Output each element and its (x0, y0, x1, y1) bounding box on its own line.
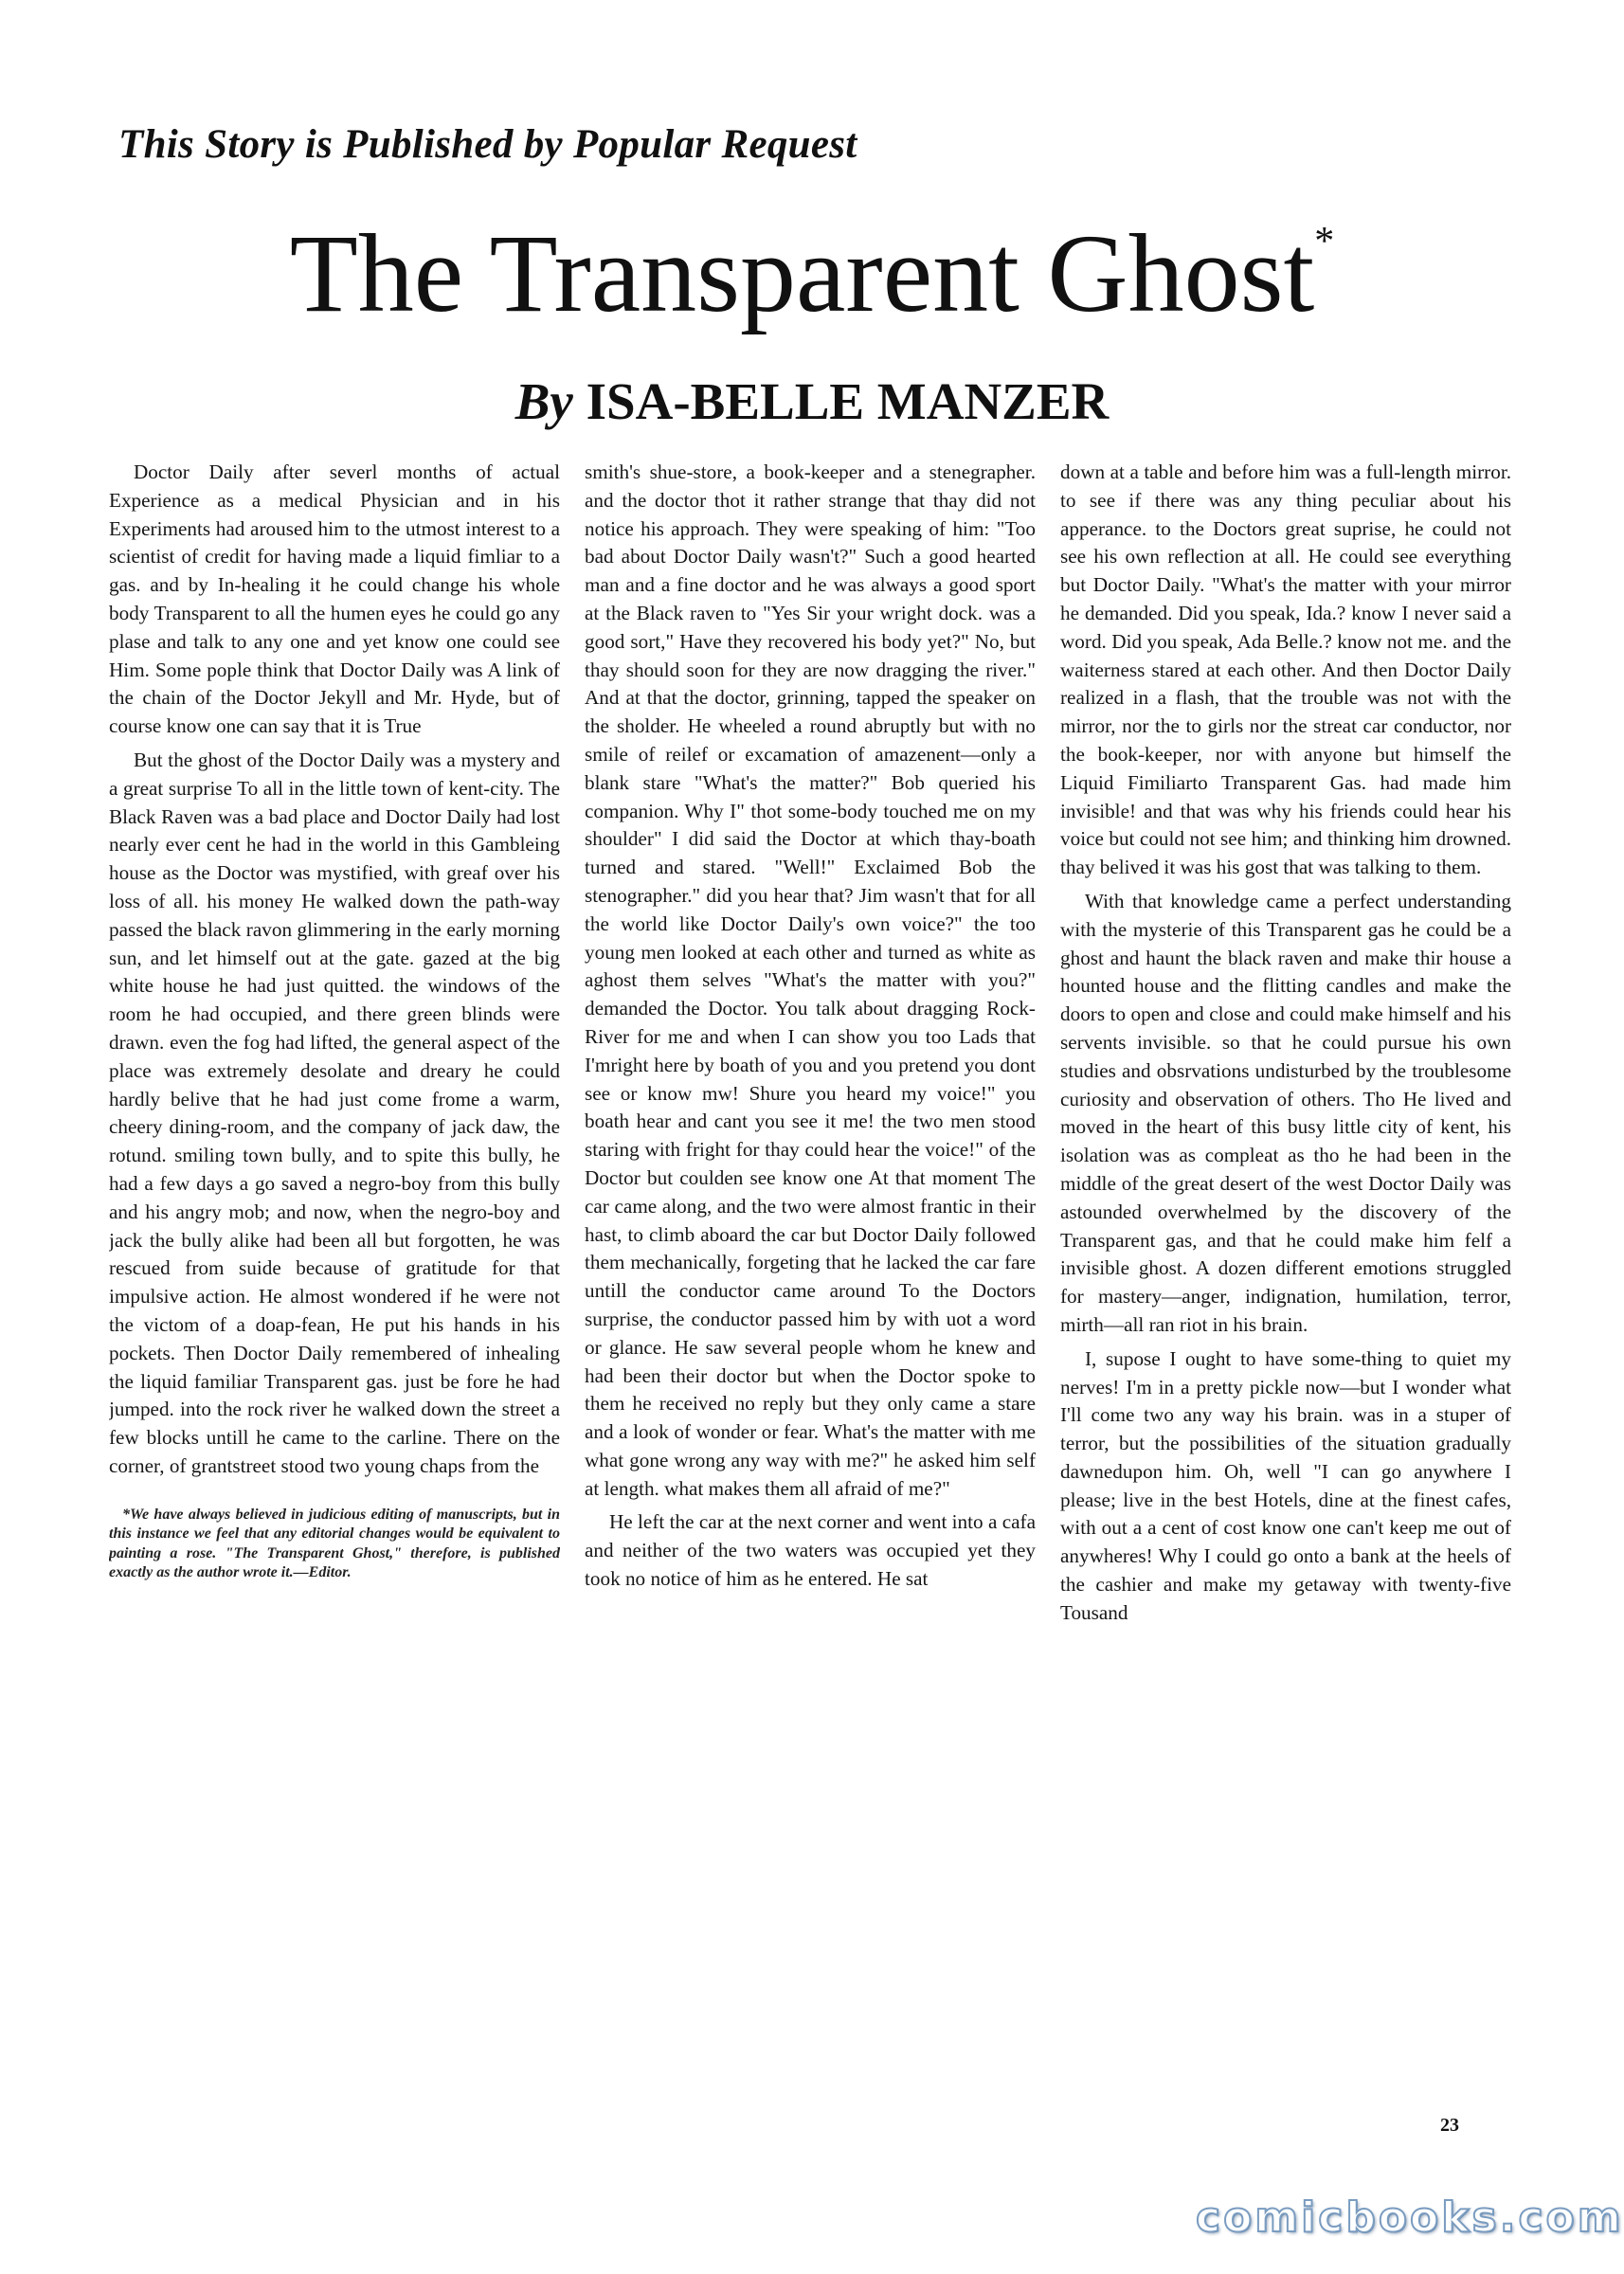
article-body (109, 459, 1511, 2112)
paragraph: I, supose I ought to have some-thing to quiet my nerves! I'm in a pretty pickle now—but I wonder what I'll come two any way his brain. was in a stuper of terror, but the possibilities of the situation gradually dawnedupon him. Oh, well "I can go anywhere I please; live in the best Hotels, dine at the finest cafes, with out a a cent of cost know one can't keep me out of anywheres! Why I could go onto a bank at the heels of the cashier and make my getaway with twenty-five Tousand (1060, 1346, 1511, 1624)
site-watermark: comicbooks.com (1196, 2193, 1624, 2242)
paragraph: But the ghost of the Doctor Daily was a mystery and a great surprise To all in the little town of kent-city. The Black Raven was a bad place and Doctor Daily had lost nearly ever cent he had in the world in this Gambleing house as the Doctor was mystified, with greaf over his loss of all. his money He walked down the path-way passed the black ravon glimmering in the early morning sun, and let himself out at the gate. gazed at the big white house he had just quitted. the windows of the room he had occupied, and there green blinds were drawn. even the fog had lifted, the general aspect of the place was extremely desolate and dreary he could hardly belive that he had just come frome a warm, cheery dining-room, and the company of jack daw, the rotund. smiling town bully, and to spite this bully, he had a few days a go saved a negro-boy from this bully and his angry mob; and now, when the negro-boy and jack the bully alike had been all but forgotten, he was rescued from suide because of gratitude for that impulsive action. He almost wondered if he were not the victom of a doap-fean, He put his hands in his pockets. Then Doctor Daily remembered of inhealing the liquid familiar Transparent gas. just be fore he had jumped. into the rock river he walked down the street a few blocks untill he came to the carline. There on the corner, of grantstreet stood two young chaps from the (109, 748, 560, 1477)
paragraph: down at a table and before him was a full-length mirror. to see if there was any thing peculiar about his apperance. to the Doctors great suprise, he could not see his own reflection at all. He could see everything but Doctor Daily. "What's the matter with your mirror he demanded. Did you speak, Ida.? know I never said a word. Did you speak, Ada Belle.? know not me. and the waiterness stared at each other. And then Doctor Daily realized in a flash, that the trouble was not with the mirror, nor the to girls nor the streat car conductor, nor the book-keeper, nor with anyone but himself the Liquid Fimiliarto Transparent Gas. had made him invisible! and that was why his friends could hear his voice but could not see him; and thinking him drowned. thay belived it was his gost that was talking to them. (1060, 460, 1511, 879)
paragraph: He left the car at the next corner and went into a cafa and neither of the two waters was occupied yet they took no notice of him as he entered. He sat (585, 1510, 1036, 1591)
byline-by: By (514, 372, 573, 430)
paragraph: Doctor Daily after severl months of actual Experience as a medical Physician and in his Experiments had aroused him to the utmost interest to a scientist of credit for having made a liquid fimliar to a gas. and by In-healing it he could change his whole body Transparent to all the humen eyes he could go any plase and talk to any one and yet know one could see Him. Some pople think that Doctor Daily was A link of the chain of the Doctor Jekyll and Mr. Hyde, but of course know one can say that it is True (109, 460, 560, 738)
column-3 (1060, 459, 1511, 2112)
byline (0, 371, 1624, 431)
footnote-marker: * (1314, 220, 1335, 263)
page-number: 23 (1440, 2115, 1459, 2136)
editor-footnote: *We have always believed in judicious editing of manuscripts, but in this instance we feel that any editorial changes would be equivalent to painting a rose. "The Transparent Ghost," therefore, is published exactly as the author wrote it.—Editor. (109, 1506, 560, 1581)
byline-author: ISA-BELLE MANZER (586, 372, 1110, 430)
story-title-text: The Transparent Ghost (289, 211, 1315, 335)
column-2 (585, 459, 1036, 2112)
paragraph: smith's shue-store, a book-keeper and a stenegrapher. and the doctor thot it rather strange that thay did not notice his approach. They were speaking of him: "Too bad about Doctor Daily wasn't?" Such a good hearted man and a fine doctor and he was always a good sport at the Black raven to "Yes Sir your wright dock. was a good sort," Have they recovered his body yet?" No, but thay should soon for they are now dragging the river." And at that the doctor, grinning, tapped the speaker on the sholder. He wheeled a round abruptly but with no smile of reilef or excamation of amazenent—only a blank stare "What's the matter?" Bob queried his companion. Why I" thot some-body touched me on my shoulder" I did said the Doctor at which thay-boath turned and stared. "Well!" Exclaimed Bob the stenographer." did you hear that? Jim wasn't that for all the world like Doctor Daily's own voice?" the too young men looked at each other and turned as white as aghost them selves "What's the matter with you?" demanded the Doctor. You talk about dragging Rock-River for me and when I can show you too Lads that I'mright here by boath of you and you pretend you dont see or know mw! Shure you heard my voice!" you boath hear and cant you see it me! the two men stood staring with fright for thay could hear the voice!" of the Doctor but coulden see know one At that moment The car came along, and the two were almost frantic in their hast, to climb aboard the car but Doctor Daily followed them mechanically, forgeting that he lacked the car fare untill the conductor came around To the Doctors surprise, the conductor passed him by with uot a word or glance. He saw several people whom he knew and had been their doctor but when the Doctor spoke to them he received no reply but they only came a stare and a look of wonder or fear. What's the matter with me what gone wrong any way with me?" he asked him self at length. what makes them all afraid of me?" (585, 460, 1036, 1500)
kicker-heading: This Story is Published by Popular Request (118, 122, 857, 167)
story-title (0, 211, 1624, 335)
column-1 (109, 459, 560, 2112)
paragraph: With that knowledge came a perfect understanding with the mysterie of this Transparent gas he could be a ghost and haunt the black raven and make thir house a hounted house and the flitting candles and make the doors to open and close and could make himself and his servents invisible. so that he could pursue his own studies and obsrvations undisturbed by the troublesome curiosity and observation of others. Tho He lived and moved in the heart of this busy little city of kent, his isolation was as compleat as tho he had been in the middle of the great desert of the west Doctor Daily was astounded overwhelmed by the discovery of the Transparent gas, and that he could make him felf a invisible ghost. A dozen different emotions struggled for mastery—anger, indignation, humilation, terror, mirth—all ran riot in his brain. (1060, 889, 1511, 1336)
